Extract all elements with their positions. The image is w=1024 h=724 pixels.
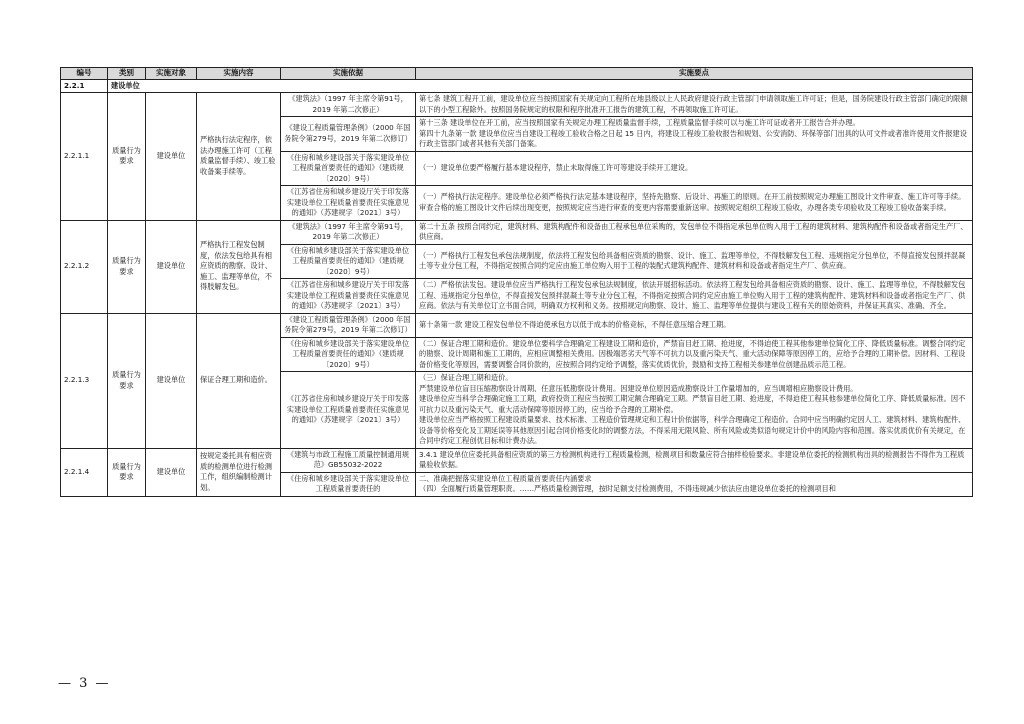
group-code: 2.2.1.4 [61, 448, 108, 496]
points-cell [416, 279, 973, 314]
points-cell [416, 151, 973, 186]
section-title: 建设单位 [108, 79, 973, 93]
points-cell [416, 186, 973, 221]
section-code: 2.2.1 [61, 79, 108, 93]
points-paragraph: 建设单位应当科学合理确定施工工期，政府投资工程应当按照工期定额合理确定工期。严禁盲目赶工期、抢进度，不得迫使工程其他参建单位简化工序、降低质量标准。因不可抗力以及重污染天气、重大活动保障等原因停工的，应当给予合理的工期补偿。 [419, 394, 966, 414]
group-category: 质量行为要求 [108, 220, 146, 313]
points-paragraph: （一）建设单位要严格履行基本建设程序，禁止未取得施工许可等建设手续开工建设。 [419, 163, 693, 172]
regulation-table-sheet [60, 67, 972, 497]
implementation-table [60, 67, 973, 497]
points-cell [416, 117, 973, 152]
points-paragraph: 第二十五条 按照合同约定，建筑材料、建筑构配件和设备由工程承包单位采购的，发包单位不得指定承包单位购入用于工程的建筑材料、建筑构配件和设备或者指定生产厂、供应商。 [419, 221, 968, 241]
header-code: 编号 [61, 68, 108, 80]
group-category: 质量行为要求 [108, 448, 146, 496]
points-cell [416, 448, 973, 472]
points-paragraph: 第十三条 建设单位在开工前，应当按照国家有关规定办理工程质量监督手续，工程质量监督手续可以与施工许可证或者开工报告合并办理。 [419, 118, 860, 127]
points-cell [416, 372, 973, 449]
points-cell [416, 313, 973, 337]
points-paragraph: 第十条第一款 建设工程发包单位不得迫使承包方以低于成本的价格竞标，不得任意压缩合理工期。 [419, 319, 731, 329]
header-content: 实施内容 [197, 68, 281, 80]
basis-cell: 《住房和城乡建设部关于落实建设单位工程质量首要责任的 [281, 472, 416, 496]
table-row [61, 313, 973, 337]
header-basis: 实施依据 [281, 68, 416, 80]
group-target: 建设单位 [146, 448, 197, 496]
points-paragraph: 第四十九条第一款 建设单位应当自建设工程竣工验收合格之日起 15 日内，将建设工程竣工验收报告和规划、公安消防、环保等部门出具的认可文件或者准许使用文件报建设行政主管部门或者其他有关部门备案。 [419, 128, 967, 148]
points-paragraph: （二）严格依法发包。建设单位应当严格执行工程发包承包法规制度，依法开展招标活动。依法将工程发包给具备相应资质的勘察、设计、施工、监理等单位，不得肢解发包工程、违规指定分包单位，不得直接发包预拌混凝土等专业分包工程，不得指定按照合同约定应由施工单位购入用于工程的建筑构配件、建筑材料和设备或者指定生产厂、供应商。依法与有关单位订立书面合同，明确双方权利和义务。按照规定向勘察、设计、施工、监理等单位提供与建设工程有关的原始资料，并保证其真实、准确、齐全。 [419, 280, 966, 310]
table-row [61, 220, 973, 244]
points-cell [416, 220, 973, 244]
points-paragraph: 第七条 建筑工程开工前，建设单位应当按照国家有关规定向工程所在地县级以上人民政府建设行政主管部门申请领取施工许可证；但是，国务院建设行政主管部门确定的限额以下的小型工程除外。按照国务院规定的权限和程序批准开工报告的建筑工程，不再领取施工许可证。 [419, 94, 968, 114]
points-paragraph: （一）严格执行法定程序。建设单位必须严格执行法定基本建设程序，坚持先勘察、后设计、再施工的原则。在开工前按照规定办理施工图设计文件审查、施工许可等手续。审查合格的施工图设计文件后续出现变更，按照规定应当进行审查的变更内容需要重新送审。按照规定组织工程竣工验收，办理各类专项验收及工程竣工验收备案手续。 [419, 192, 966, 212]
group-content: 严格执行工程发包制度，依法发包给具有相应资质的勘察、设计、施工、监理等单位，不得肢解发包。 [197, 220, 281, 313]
points-paragraph: （一）严格执行工程发包承包法规制度，依法将工程发包给具备相应资质的勘察、设计、施工、监理等单位，不得肢解发包工程、违规指定分包单位，不得直接发包预拌混凝土等专业分包工程，不得指定按照合同约定应由施工单位购入用于工程的装配式建筑构配件、建筑材料和设备或者指定生产厂、供应商。 [419, 250, 966, 271]
group-content: 严格执行法定程序，依法办理施工许可（工程质量监督手续）、竣工验收备案手续等。 [197, 93, 281, 221]
points-paragraph: （四）全面履行质量管理职责。……严格质量检测管理，按时足额支付检测费用，不得违规减少依法应由建设单位委托的检测项目和 [419, 484, 836, 493]
group-target: 建设单位 [146, 220, 197, 313]
points-paragraph: 建设单位应当严格按照工程建设质量要求、技术标准、工程造价管理规定和工程计价依据等，科学合理确定工程造价。合同中应当明确约定因人工、建筑材料、建筑构配件、设备等价格变化及工期延误等其他原因引起合同价格变化时的调整方法，不得采用无限风险、所有风险或类似语句规定计价中的风险内容和范围。落实优质优价有关规定，在合同中约定工程创优目标和计费办法。 [419, 415, 966, 445]
points-paragraph: 严禁建设单位盲目压缩勘察设计周期、任意压低勘察设计费用。因建设单位原因造成勘察设计工作量增加的，应当调增相应勘察设计费用。 [419, 383, 858, 393]
header-points: 实施要点 [416, 68, 973, 80]
points-cell [416, 93, 973, 117]
points-cell [416, 337, 973, 372]
basis-cell: 《住房和城乡建设部关于落实建设单位工程质量首要责任的通知》（建质规〔2020〕9号） [281, 151, 416, 186]
basis-cell: 《建设工程质量管理条例》（2000 年国务院令第279号，2019 年第二次修订） [281, 313, 416, 337]
group-code: 2.2.1.3 [61, 313, 108, 448]
points-paragraph: 二、准确把握落实建设单位工程质量首要责任内涵要求 [419, 473, 592, 483]
basis-cell: 《住房和城乡建设部关于落实建设单位工程质量首要责任的通知》（建质规〔2020〕9号） [281, 244, 416, 279]
group-category: 质量行为要求 [108, 313, 146, 448]
points-paragraph: （二）保证合理工期和造价。建设单位要科学合理确定工程建设工期和造价，严禁盲目赶工期、抢进度，不得迫使工程其他参建单位简化工序、降低质量标准。调整合同约定的勘察、设计周期和施工工期的，应相应调整相关费用。因极端恶劣天气等不可抗力以及重污染天气、重大活动保障等原因停工的，应给予合理的工期补偿。因材料、工程设备价格变化等原因，需要调整合同价款的，应按照合同约定给予调整，落实优质优价，鼓励和支持工程相关参建单位创建品质示范工程。 [419, 338, 966, 369]
page-number: — 3 — [58, 676, 111, 691]
basis-cell: 《建设工程质量管理条例》（2000 年国务院令第279号，2019 年第二次修订） [281, 117, 416, 152]
points-paragraph: （三）保证合理工期和造价。 [419, 373, 513, 382]
table-row [61, 448, 973, 472]
group-content: 按规定委托具有相应资质的检测单位进行检测工作，组织编制检测计划。 [197, 448, 281, 496]
table-row [61, 93, 973, 117]
points-cell [416, 472, 973, 496]
basis-cell: 《建筑与市政工程施工质量控制通用规范》GB55032-2022 [281, 448, 416, 472]
basis-cell: 《建筑法》（1997 年主席令第91号，2019 年第二次修正） [281, 220, 416, 244]
group-content: 保证合理工期和造价。 [197, 313, 281, 448]
group-code: 2.2.1.1 [61, 93, 108, 221]
basis-cell: 《江苏省住房和城乡建设厅关于印发落实建设单位工程质量首要责任实施意见的通知》（苏建规字〔2021〕3号） [281, 372, 416, 449]
basis-cell: 《江苏省住房和城乡建设厅关于印发落实建设单位工程质量首要责任实施意见的通知》（苏建规字〔2021〕3号） [281, 186, 416, 221]
header-category: 类别 [108, 68, 146, 80]
basis-cell: 《建筑法》（1997 年主席令第91号，2019 年第二次修正） [281, 93, 416, 117]
group-code: 2.2.1.2 [61, 220, 108, 313]
section-row [61, 79, 973, 93]
header-target: 实施对象 [146, 68, 197, 80]
group-target: 建设单位 [146, 93, 197, 221]
basis-cell: 《江苏省住房和城乡建设厅关于印发落实建设单位工程质量首要责任实施意见的通知》（苏建规字〔2021〕3号） [281, 279, 416, 314]
points-paragraph: 3.4.1 建设单位应委托具备相应资质的第三方检测机构进行工程质量检测，检测项目和数量应符合抽样检验要求。非建设单位委托的检测机构出具的检测报告不得作为工程质量验收依据。 [419, 449, 965, 469]
points-cell [416, 244, 973, 279]
group-category: 质量行为要求 [108, 93, 146, 221]
group-target: 建设单位 [146, 313, 197, 448]
basis-cell: 《住房和城乡建设部关于落实建设单位工程质量首要责任的通知》（建质规〔2020〕9号） [281, 337, 416, 372]
table-header-row [61, 68, 973, 80]
